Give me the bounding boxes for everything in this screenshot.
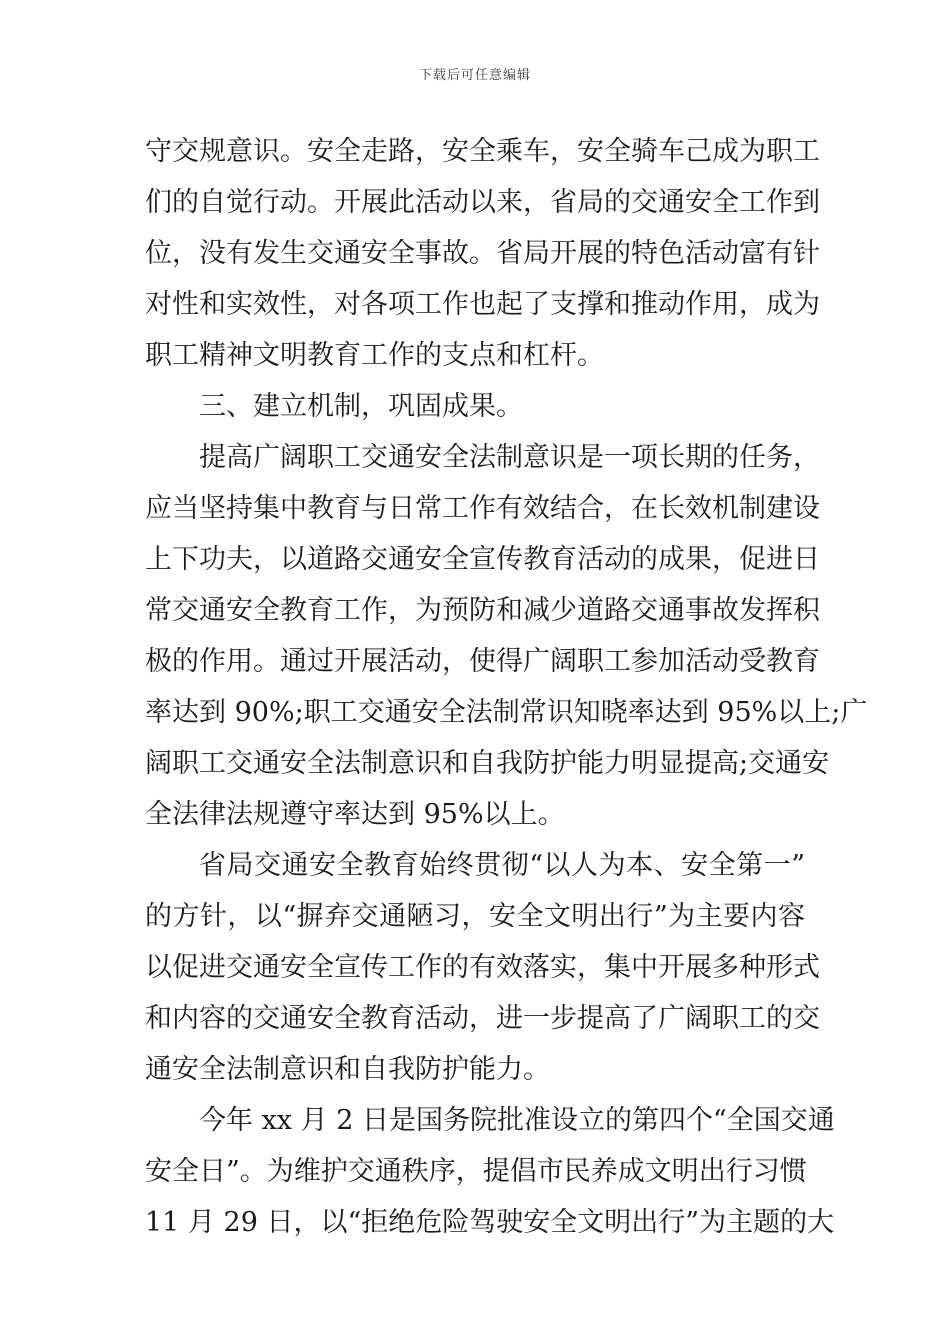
section-heading: 三、建立机制，巩固成果。	[199, 391, 523, 422]
text-line: 11 月 29 日，以“拒绝危险驾驶安全文明出行”为主题的大	[145, 1207, 835, 1238]
text-line: 应当坚持集中教育与日常工作有效结合，在长效机制建设	[145, 493, 820, 524]
text-line: 全法律法规遵守率达到 95%以上。	[145, 799, 565, 830]
text-line: 提高广阔职工交通安全法制意识是一项长期的任务，	[199, 442, 820, 473]
text-line: 以促进交通安全宣传工作的有效落实，集中开展多种形式	[145, 952, 820, 983]
text-line: 常交通安全教育工作，为预防和减少道路交通事故发挥积	[145, 595, 820, 626]
text-line: 阔职工交通安全法制意识和自我防护能力明显提高;交通安	[145, 748, 830, 779]
page-header-note: 下载后可任意编辑	[418, 68, 531, 83]
text-line: 率达到 90%;职工交通安全法制常识知晓率达到 95%以上;广	[145, 697, 868, 728]
text-line: 极的作用。通过开展活动，使得广阔职工参加活动受教育	[145, 646, 820, 677]
text-line: 职工精神文明教育工作的支点和杠杆。	[145, 340, 604, 371]
document-body	[145, 126, 868, 1248]
text-line: 守交规意识。安全走路，安全乘车，安全骑车己成为职工	[145, 136, 820, 167]
text-line: 位，没有发生交通安全事故。省局开展的特色活动富有针	[145, 238, 820, 269]
text-line: 对性和实效性，对各项工作也起了支撑和推动作用，成为	[145, 289, 820, 320]
text-line: 和内容的交通安全教育活动，进一步提高了广阔职工的交	[145, 1003, 820, 1034]
text-line: 的方针，以“摒弃交通陋习，安全文明出行”为主要内容	[145, 901, 805, 932]
text-line: 通安全法制意识和自我防护能力。	[145, 1054, 550, 1085]
text-line: 今年 xx 月 2 日是国务院批准设立的第四个“全国交通	[199, 1105, 835, 1136]
text-line: 省局交通安全教育始终贯彻“以人为本、安全第一”	[199, 850, 805, 881]
text-line: 安全日”。为维护交通秩序，提倡市民养成文明出行习惯	[145, 1156, 807, 1187]
text-line: 们的自觉行动。开展此活动以来，省局的交通安全工作到	[145, 187, 820, 218]
text-line: 上下功夫，以道路交通安全宣传教育活动的成果，促进日	[145, 544, 820, 575]
